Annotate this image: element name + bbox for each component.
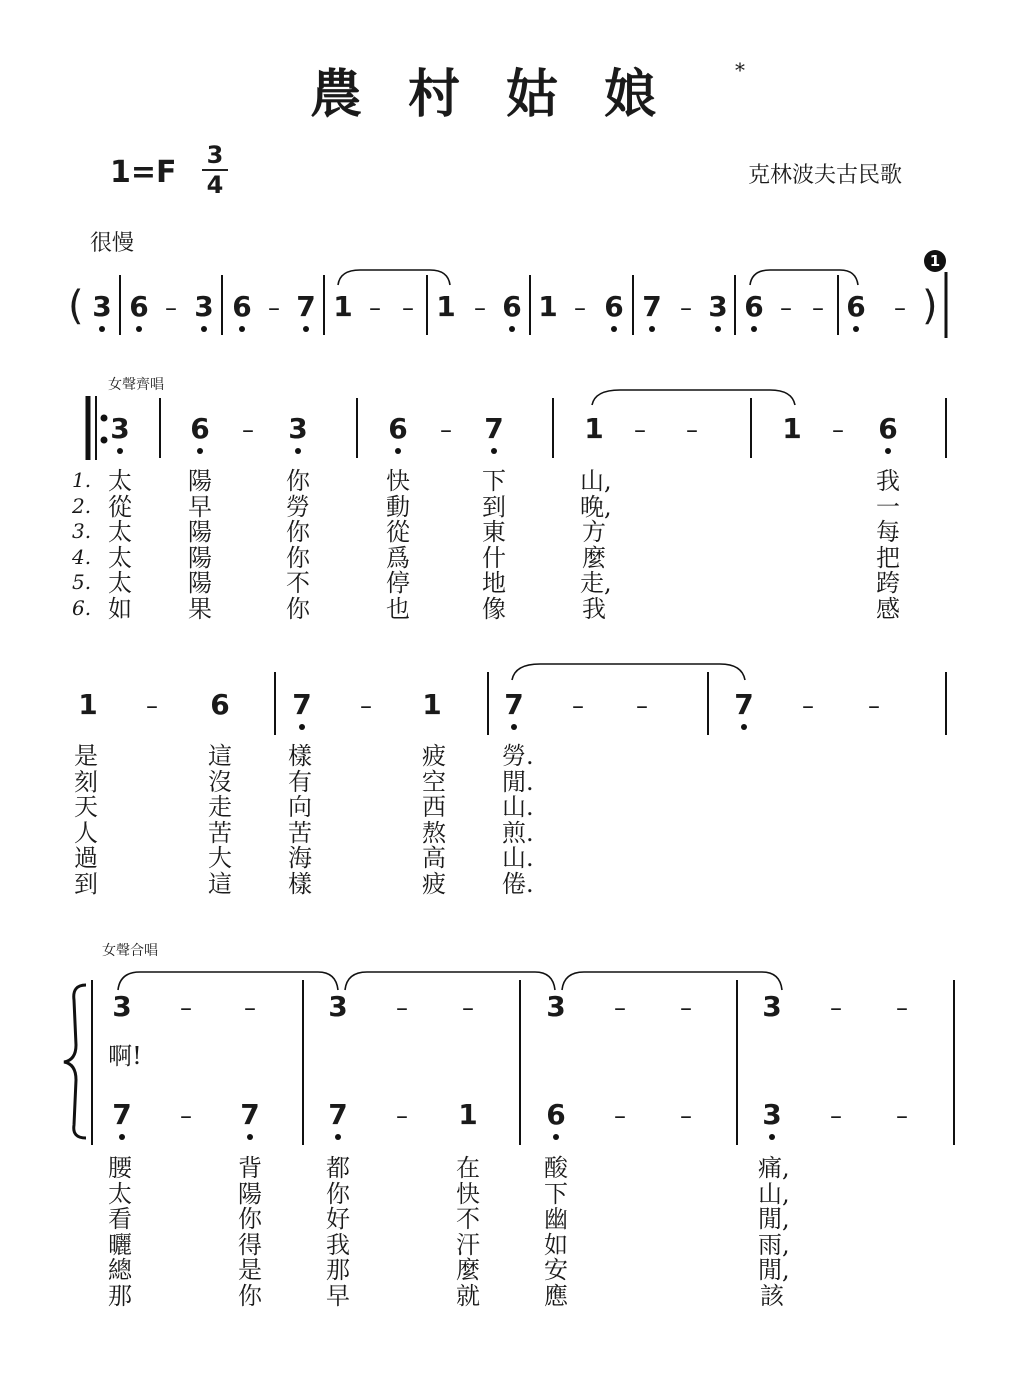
note: 7 <box>292 688 312 721</box>
lyric-syllable: 你 <box>238 1281 262 1310</box>
key-signature: 1=F <box>110 155 177 190</box>
lyric-syllable: 勞. <box>502 742 534 770</box>
lyric-syllable: 果 <box>188 594 212 623</box>
duration-dash: – <box>896 994 908 1022</box>
line2-barlines <box>275 672 946 735</box>
lyric-syllable: 動 <box>386 492 410 521</box>
upper-lyric: 啊! <box>108 1042 142 1070</box>
note: 3 <box>92 290 112 323</box>
lyric-syllable: 熬 <box>422 818 446 847</box>
duration-dash: – <box>812 294 824 322</box>
note: 6 <box>846 290 866 323</box>
duration-dash: – <box>242 416 254 444</box>
note: 1 <box>782 412 802 445</box>
chorus-label: 女聲合唱 <box>102 943 158 959</box>
duration-dash: – <box>180 1102 192 1130</box>
duration-dash: – <box>896 1102 908 1130</box>
lyric-syllable: 海 <box>288 844 312 872</box>
unison-label: 女聲齊唱 <box>108 377 164 393</box>
intro-barlines <box>120 272 946 338</box>
lyric-syllable: 天 <box>74 793 98 821</box>
lyric-syllable: 你 <box>286 543 310 572</box>
duration-dash: – <box>614 1102 626 1130</box>
verse-number: 1. <box>72 468 92 492</box>
duration-dash: – <box>636 692 648 720</box>
lyric-syllable: 是 <box>238 1256 262 1284</box>
lyric-syllable: 陽 <box>188 518 212 546</box>
lyric-syllable: 得 <box>238 1230 262 1259</box>
time-signature-bottom: 4 <box>206 171 224 199</box>
lyric-syllable: 都 <box>326 1154 350 1182</box>
lyric-syllable: 太 <box>108 1179 132 1208</box>
lyric-syllable: 早 <box>326 1281 350 1310</box>
lyric-syllable: 閒. <box>502 767 534 796</box>
duration-dash: – <box>614 994 626 1022</box>
lyric-syllable: 到 <box>482 492 506 521</box>
duration-dash: – <box>634 416 646 444</box>
note: 1 <box>333 290 353 323</box>
duration-dash: – <box>440 416 452 444</box>
lyric-syllable: 你 <box>286 594 310 623</box>
lyric-syllable: 感 <box>876 594 900 623</box>
lyric-syllable: 下 <box>482 467 506 495</box>
line1-tie <box>592 390 795 405</box>
duration-dash: – <box>396 994 408 1022</box>
duration-dash: – <box>780 294 792 322</box>
duration-dash: – <box>680 294 692 322</box>
note: 1 <box>78 688 98 721</box>
line2-tie <box>512 664 745 680</box>
lyric-syllable: 地 <box>482 569 506 597</box>
lyric-syllable: 走 <box>208 793 232 821</box>
duration-dash: – <box>572 692 584 720</box>
lyric-syllable: 陽 <box>188 569 212 597</box>
lyric-syllable: 這 <box>208 742 232 770</box>
lyric-syllable: 山, <box>580 467 612 495</box>
note: 3 <box>762 990 782 1023</box>
intro-ties <box>338 270 858 285</box>
lyric-syllable: 如 <box>108 594 132 623</box>
note: 3 <box>328 990 348 1023</box>
lyric-syllable: 倦. <box>502 869 534 898</box>
lyric-syllable: 你 <box>286 467 310 495</box>
duration-dash: – <box>462 994 474 1022</box>
lyric-syllable: 向 <box>288 793 312 821</box>
lyric-syllable: 這 <box>208 869 232 898</box>
note: 7 <box>734 688 754 721</box>
duration-dash: – <box>474 294 486 322</box>
lyric-syllable: 刻 <box>74 767 98 796</box>
verse-number: 2. <box>72 493 92 518</box>
note: 6 <box>546 1098 566 1131</box>
line3-barlines <box>92 980 954 1145</box>
tempo-marking: 很慢 <box>90 231 135 256</box>
note: 3 <box>708 290 728 323</box>
duration-dash: – <box>574 294 586 322</box>
lyric-syllable: 汗 <box>456 1230 480 1259</box>
verse-number: 3. <box>72 519 92 543</box>
duration-dash: – <box>830 1102 842 1130</box>
note: 3 <box>112 990 132 1023</box>
note: 6 <box>604 290 624 323</box>
duration-dash: – <box>146 692 158 720</box>
lyric-syllable: 下 <box>544 1179 568 1208</box>
note: 6 <box>190 412 210 445</box>
song-source: 克林波夫古民歌 <box>748 163 903 188</box>
duration-dash: – <box>830 994 842 1022</box>
lyric-syllable: 太 <box>108 543 132 572</box>
lyric-syllable: 好 <box>326 1205 350 1233</box>
duration-dash: – <box>165 294 177 322</box>
duration-dash: – <box>396 1102 408 1130</box>
lyric-syllable: 應 <box>544 1281 568 1310</box>
lyric-syllable: 走, <box>580 569 612 597</box>
duration-dash: – <box>832 416 844 444</box>
lyric-syllable: 你 <box>326 1179 350 1208</box>
duration-dash: – <box>680 994 692 1022</box>
duration-dash: – <box>369 294 381 322</box>
lyric-syllable: 你 <box>286 518 310 546</box>
note: 6 <box>129 290 149 323</box>
lyric-syllable: 閒, <box>758 1256 790 1284</box>
lyric-syllable: 太 <box>108 467 132 495</box>
duration-dash: – <box>894 294 906 322</box>
lyric-syllable: 快 <box>456 1179 480 1208</box>
lyric-syllable: 也 <box>386 594 410 623</box>
lyric-syllable: 看 <box>108 1205 132 1233</box>
note: 6 <box>878 412 898 445</box>
lyric-syllable: 幽 <box>544 1205 568 1233</box>
duration-dash: – <box>268 294 280 322</box>
lyric-syllable: 什 <box>482 543 506 572</box>
lyric-syllable: 陽 <box>238 1179 262 1208</box>
lyric-syllable: 酸 <box>544 1154 568 1182</box>
lyric-syllable: 就 <box>456 1281 480 1310</box>
note: 1 <box>422 688 442 721</box>
note: 6 <box>502 290 522 323</box>
lyric-syllable: 大 <box>208 844 232 872</box>
lyric-syllable: 跨 <box>876 569 900 597</box>
lyric-syllable: 苦 <box>208 818 232 847</box>
song-title: 農村姑娘 <box>309 64 702 125</box>
lyric-syllable: 太 <box>108 518 132 546</box>
lyric-syllable: 勞 <box>286 492 310 521</box>
note: 7 <box>642 290 662 323</box>
note: 7 <box>240 1098 260 1131</box>
intro-open-paren: ( <box>68 283 84 329</box>
note: 1 <box>436 290 456 323</box>
duration-dash: – <box>680 1102 692 1130</box>
lyric-syllable: 樣 <box>288 742 312 770</box>
note: 7 <box>484 412 504 445</box>
lyric-syllable: 山. <box>502 844 534 872</box>
title-footnote-mark: * <box>735 58 745 82</box>
lyric-syllable: 爲 <box>386 543 410 572</box>
lyric-syllable: 方 <box>582 518 606 546</box>
note: 6 <box>210 688 230 721</box>
note: 7 <box>504 688 524 721</box>
lyric-syllable: 把 <box>876 543 900 572</box>
lyric-syllable: 不 <box>286 569 310 597</box>
note: 7 <box>112 1098 132 1131</box>
note: 6 <box>388 412 408 445</box>
note: 1 <box>538 290 558 323</box>
lyric-syllable: 該 <box>760 1281 784 1310</box>
note: 3 <box>110 412 130 445</box>
line3-ties <box>118 972 782 990</box>
lyric-syllable: 西 <box>422 793 446 821</box>
lyric-syllable: 每 <box>876 518 900 546</box>
lyric-syllable: 像 <box>482 594 506 623</box>
duration-dash: – <box>244 994 256 1022</box>
lyric-syllable: 陽 <box>188 467 212 495</box>
lyric-syllable: 煎. <box>502 818 534 847</box>
lyric-syllable: 陽 <box>188 543 212 572</box>
lyric-syllable: 到 <box>74 869 98 898</box>
lyric-syllable: 高 <box>422 844 446 872</box>
lyric-syllable: 我 <box>876 467 900 495</box>
lyric-syllable: 東 <box>482 518 506 546</box>
lyric-syllable: 疲 <box>422 869 446 898</box>
note: 7 <box>296 290 316 323</box>
footnote-marker: 1 <box>924 250 946 272</box>
lyric-syllable: 你 <box>238 1205 262 1233</box>
lyric-syllable: 空 <box>422 767 446 796</box>
lyric-syllable: 有 <box>288 767 312 796</box>
lyric-syllable: 疲 <box>422 742 446 770</box>
line1-barlines <box>88 396 946 460</box>
note: 7 <box>328 1098 348 1131</box>
duration-dash: – <box>868 692 880 720</box>
duration-dash: – <box>180 994 192 1022</box>
lyric-syllable: 早 <box>188 492 212 521</box>
lyric-syllable: 山. <box>502 793 534 821</box>
note: 6 <box>744 290 764 323</box>
duration-dash: – <box>686 416 698 444</box>
lyric-syllable: 背 <box>238 1154 262 1182</box>
verse-number: 6. <box>72 595 92 620</box>
note: 1 <box>584 412 604 445</box>
lyric-syllable: 曬 <box>108 1230 132 1259</box>
lyric-syllable: 我 <box>326 1230 350 1259</box>
note: 3 <box>288 412 308 445</box>
lyric-syllable: 總 <box>108 1256 132 1284</box>
lyric-syllable: 人 <box>74 818 98 847</box>
lyric-syllable: 在 <box>456 1154 480 1182</box>
lyric-syllable: 停 <box>386 569 410 597</box>
verse-number: 5. <box>72 570 92 594</box>
note: 6 <box>232 290 252 323</box>
lyric-syllable: 腰 <box>108 1154 132 1182</box>
lyric-syllable: 不 <box>456 1205 480 1233</box>
lyric-syllable: 麼 <box>582 543 606 572</box>
lyric-syllable: 快 <box>386 467 410 495</box>
verse-number: 4. <box>72 544 92 569</box>
lyric-syllable: 從 <box>386 518 410 546</box>
note: 3 <box>762 1098 782 1131</box>
time-signature-top: 3 <box>206 141 224 169</box>
lyric-syllable: 那 <box>326 1256 350 1284</box>
lyric-syllable: 麼 <box>456 1256 480 1284</box>
lyric-syllable: 痛, <box>758 1154 790 1182</box>
lyric-syllable: 苦 <box>288 818 312 847</box>
note: 3 <box>546 990 566 1023</box>
lyric-syllable: 閒, <box>758 1205 790 1233</box>
lyric-syllable: 沒 <box>208 767 232 796</box>
duration-dash: – <box>802 692 814 720</box>
duration-dash: – <box>360 692 372 720</box>
lyric-syllable: 樣 <box>288 869 312 898</box>
lyric-syllable: 如 <box>544 1230 568 1259</box>
lyric-syllable: 從 <box>108 492 132 521</box>
lyric-syllable: 那 <box>108 1281 132 1310</box>
lyric-syllable: 安 <box>544 1256 568 1284</box>
lyric-syllable: 過 <box>74 844 98 872</box>
lyric-syllable: 山, <box>758 1179 790 1208</box>
lyric-syllable: 一 <box>876 492 900 521</box>
system-brace <box>64 985 86 1138</box>
note: 3 <box>194 290 214 323</box>
lyric-syllable: 太 <box>108 569 132 597</box>
note: 1 <box>458 1098 478 1131</box>
lyric-syllable: 是 <box>74 742 98 770</box>
lyric-syllable: 雨, <box>758 1230 790 1259</box>
intro-close-paren: ) <box>922 283 938 329</box>
lyric-syllable: 晚, <box>580 492 612 521</box>
duration-dash: – <box>402 294 414 322</box>
lyric-syllable: 我 <box>582 594 606 623</box>
